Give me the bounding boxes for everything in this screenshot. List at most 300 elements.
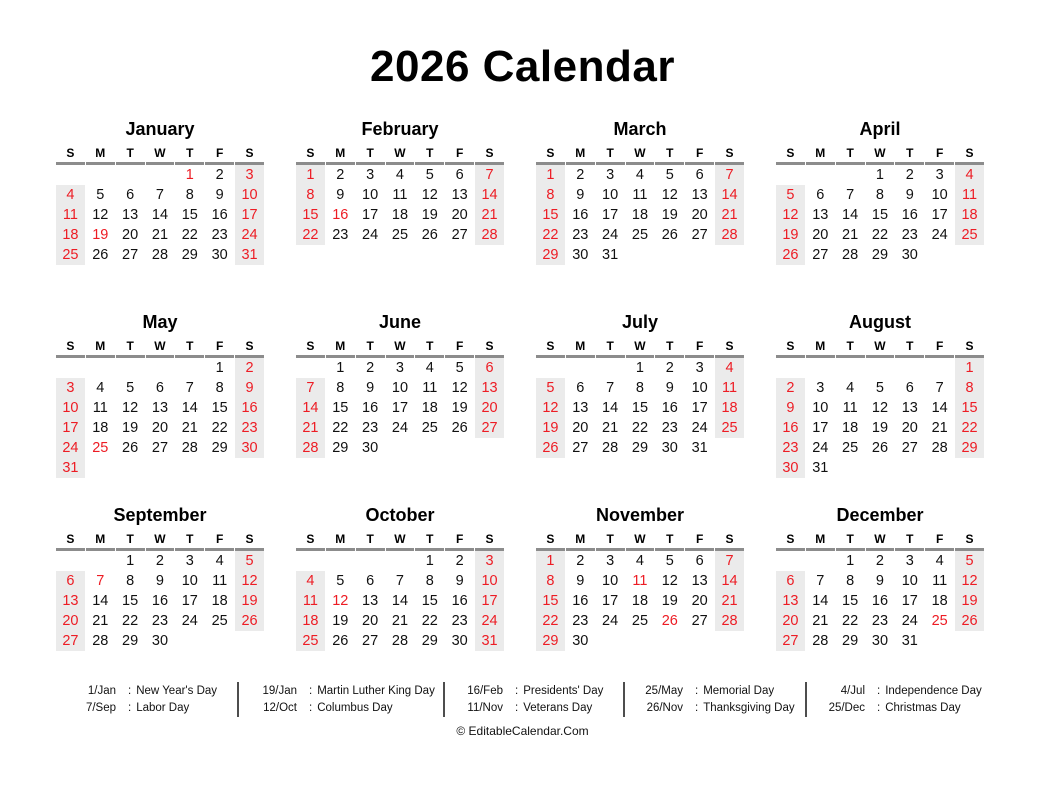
day-cell: 7 bbox=[846, 187, 855, 203]
day-cell: 8 bbox=[875, 187, 884, 203]
day-cell: 23 bbox=[776, 438, 805, 458]
day-cell: 7 bbox=[96, 573, 105, 589]
weekday-header: S bbox=[955, 337, 984, 358]
legend-date: 16/Feb bbox=[467, 685, 503, 697]
empty-cell bbox=[415, 438, 444, 458]
day-cell: 14 bbox=[92, 593, 109, 609]
day-cell: 10 bbox=[901, 573, 918, 589]
day-cell: 28 bbox=[475, 225, 504, 245]
weekday-header: F bbox=[205, 530, 234, 551]
day-cell: 8 bbox=[846, 573, 855, 589]
month-march bbox=[535, 118, 745, 311]
day-cell: 21 bbox=[715, 591, 744, 611]
day-cell: 3 bbox=[695, 360, 704, 376]
weekday-header: T bbox=[116, 144, 145, 165]
day-cell: 22 bbox=[536, 611, 565, 631]
day-cell: 13 bbox=[151, 400, 169, 416]
weekday-header: W bbox=[146, 144, 175, 165]
day-cell: 15 bbox=[332, 400, 349, 416]
day-cell: 30 bbox=[572, 633, 589, 649]
day-cell: 16 bbox=[871, 593, 889, 609]
day-cell: 6 bbox=[455, 167, 464, 183]
month-title: November bbox=[595, 505, 685, 525]
day-cell: 16 bbox=[151, 593, 169, 609]
legend-holiday-name: Independence Day bbox=[885, 685, 982, 697]
month-title: February bbox=[361, 119, 439, 139]
day-cell: 27 bbox=[691, 613, 708, 629]
weekday-header: T bbox=[415, 337, 444, 358]
day-cell: 5 bbox=[235, 551, 264, 571]
empty-cell bbox=[626, 631, 655, 651]
weekday-header: M bbox=[806, 337, 835, 358]
day-cell: 21 bbox=[475, 205, 504, 225]
weekday-header: S bbox=[955, 144, 984, 165]
empty-cell bbox=[836, 458, 865, 478]
day-cell: 20 bbox=[691, 207, 708, 223]
empty-cell bbox=[296, 551, 325, 571]
day-cell: 9 bbox=[776, 398, 805, 418]
legend-date: 1/Jan bbox=[87, 685, 116, 697]
legend-separator: : bbox=[515, 685, 519, 697]
empty-cell bbox=[235, 458, 264, 478]
day-cell: 14 bbox=[842, 207, 859, 223]
legend-date: 26/Nov bbox=[646, 701, 683, 714]
day-cell: 4 bbox=[635, 167, 644, 183]
empty-cell bbox=[836, 358, 865, 378]
day-cell: 22 bbox=[211, 420, 228, 436]
month-table bbox=[295, 337, 505, 458]
weekday-header: S bbox=[715, 337, 744, 358]
weekday-header: W bbox=[866, 530, 895, 551]
weekday-header: S bbox=[536, 337, 565, 358]
day-cell: 27 bbox=[901, 440, 918, 456]
day-cell: 23 bbox=[661, 420, 678, 436]
legend-group bbox=[237, 682, 443, 717]
legend-item bbox=[58, 700, 237, 717]
day-cell: 13 bbox=[56, 591, 85, 611]
legend-date: 4/Jul bbox=[840, 685, 865, 697]
day-cell: 29 bbox=[842, 633, 859, 649]
day-cell: 8 bbox=[955, 378, 984, 398]
day-cell: 22 bbox=[421, 613, 438, 629]
day-cell: 20 bbox=[56, 611, 85, 631]
day-cell: 2 bbox=[235, 358, 264, 378]
day-cell: 4 bbox=[296, 571, 325, 591]
day-cell: 14 bbox=[715, 185, 744, 205]
day-cell: 23 bbox=[235, 418, 264, 438]
day-cell: 15 bbox=[536, 591, 565, 611]
legend-separator: : bbox=[128, 701, 132, 714]
day-cell: 10 bbox=[931, 187, 948, 203]
weekday-header: S bbox=[475, 530, 504, 551]
day-cell: 31 bbox=[235, 245, 264, 265]
legend-date: 11/Nov bbox=[467, 701, 503, 714]
day-cell: 12 bbox=[235, 571, 264, 591]
day-cell: 8 bbox=[215, 380, 224, 396]
day-cell: 19 bbox=[536, 418, 565, 438]
day-cell: 17 bbox=[235, 205, 264, 225]
day-cell: 9 bbox=[875, 573, 884, 589]
day-cell: 9 bbox=[155, 573, 164, 589]
day-cell: 15 bbox=[955, 398, 984, 418]
day-cell: 18 bbox=[715, 398, 744, 418]
weekday-header: T bbox=[895, 144, 924, 165]
empty-cell bbox=[596, 631, 625, 651]
weekday-header: W bbox=[146, 337, 175, 358]
day-cell: 21 bbox=[296, 418, 325, 438]
day-cell: 29 bbox=[122, 633, 139, 649]
legend-separator: : bbox=[695, 685, 699, 697]
month-title: December bbox=[836, 505, 924, 525]
weekday-header: M bbox=[326, 337, 355, 358]
weekday-header: S bbox=[475, 144, 504, 165]
day-cell: 15 bbox=[421, 593, 438, 609]
month-table bbox=[55, 530, 265, 651]
empty-cell bbox=[866, 358, 895, 378]
empty-cell bbox=[86, 358, 115, 378]
empty-cell bbox=[175, 458, 204, 478]
day-cell: 15 bbox=[122, 593, 139, 609]
day-cell: 11 bbox=[296, 591, 325, 611]
day-cell: 19 bbox=[661, 593, 678, 609]
empty-cell bbox=[715, 631, 744, 651]
day-cell: 22 bbox=[955, 418, 984, 438]
weekday-header: S bbox=[296, 530, 325, 551]
empty-cell bbox=[925, 631, 954, 651]
day-cell: 26 bbox=[871, 440, 889, 456]
day-cell: 12 bbox=[776, 205, 805, 225]
day-cell: 22 bbox=[296, 225, 325, 245]
day-cell: 30 bbox=[235, 438, 264, 458]
day-cell: 23 bbox=[151, 613, 169, 629]
day-cell: 20 bbox=[475, 398, 504, 418]
day-cell: 16 bbox=[332, 207, 349, 223]
empty-cell bbox=[326, 551, 355, 571]
weekday-header: T bbox=[356, 337, 385, 358]
weekday-header: M bbox=[566, 337, 595, 358]
month-june bbox=[295, 311, 505, 504]
day-cell: 30 bbox=[211, 247, 228, 263]
day-cell: 14 bbox=[391, 593, 409, 609]
empty-cell bbox=[685, 631, 714, 651]
legend-item bbox=[239, 700, 443, 717]
legend-item bbox=[625, 683, 805, 700]
empty-cell bbox=[566, 358, 595, 378]
empty-cell bbox=[925, 458, 954, 478]
weekday-header: F bbox=[685, 337, 714, 358]
day-cell: 29 bbox=[421, 633, 438, 649]
day-cell: 9 bbox=[235, 378, 264, 398]
day-cell: 2 bbox=[576, 553, 585, 569]
day-cell: 24 bbox=[691, 420, 708, 436]
day-cell: 28 bbox=[151, 247, 169, 263]
legend-date: 19/Jan bbox=[262, 685, 297, 697]
day-cell: 17 bbox=[181, 593, 198, 609]
day-cell: 3 bbox=[56, 378, 85, 398]
day-cell: 12 bbox=[421, 187, 438, 203]
weekday-header: T bbox=[895, 530, 924, 551]
day-cell: 19 bbox=[776, 225, 805, 245]
day-cell: 26 bbox=[235, 611, 264, 631]
day-cell: 5 bbox=[126, 380, 135, 396]
day-cell: 30 bbox=[151, 633, 169, 649]
weekday-header: W bbox=[866, 337, 895, 358]
day-cell: 8 bbox=[126, 573, 135, 589]
legend-separator: : bbox=[877, 701, 881, 714]
empty-cell bbox=[806, 551, 835, 571]
weekday-header: F bbox=[205, 337, 234, 358]
day-cell: 24 bbox=[602, 613, 619, 629]
day-cell: 27 bbox=[122, 247, 139, 263]
day-cell: 20 bbox=[572, 420, 589, 436]
day-cell: 11 bbox=[422, 380, 438, 396]
day-cell: 23 bbox=[572, 613, 589, 629]
day-cell: 23 bbox=[211, 227, 228, 243]
day-cell: 25 bbox=[715, 418, 744, 438]
weekday-header: F bbox=[925, 530, 954, 551]
day-cell: 6 bbox=[905, 380, 914, 396]
day-cell: 21 bbox=[181, 420, 198, 436]
day-cell: 9 bbox=[576, 187, 585, 203]
legend-holiday-name: New Year's Day bbox=[136, 685, 218, 697]
day-cell: 16 bbox=[235, 398, 264, 418]
empty-cell bbox=[116, 165, 145, 185]
day-cell: 12 bbox=[451, 380, 468, 396]
month-december bbox=[775, 504, 985, 697]
day-cell: 1 bbox=[215, 360, 224, 376]
day-cell: 29 bbox=[332, 440, 349, 456]
empty-cell bbox=[776, 358, 805, 378]
day-cell: 7 bbox=[935, 380, 944, 396]
day-cell: 6 bbox=[475, 358, 504, 378]
day-cell: 24 bbox=[56, 438, 85, 458]
day-cell: 29 bbox=[955, 438, 984, 458]
day-cell: 1 bbox=[635, 360, 644, 376]
day-cell: 24 bbox=[901, 613, 918, 629]
day-cell: 30 bbox=[451, 633, 468, 649]
day-cell: 13 bbox=[122, 207, 139, 223]
day-cell: 2 bbox=[875, 553, 884, 569]
day-cell: 27 bbox=[691, 227, 708, 243]
day-cell: 30 bbox=[901, 247, 918, 263]
day-cell: 13 bbox=[776, 591, 805, 611]
day-cell: 16 bbox=[362, 400, 379, 416]
day-cell: 28 bbox=[602, 440, 619, 456]
day-cell: 27 bbox=[776, 631, 805, 651]
day-cell: 30 bbox=[572, 247, 589, 263]
day-cell: 10 bbox=[235, 185, 264, 205]
day-cell: 18 bbox=[631, 207, 649, 223]
empty-cell bbox=[955, 631, 984, 651]
day-cell: 9 bbox=[665, 380, 674, 396]
legend-separator: : bbox=[309, 701, 313, 714]
day-cell: 1 bbox=[296, 165, 325, 185]
day-cell: 9 bbox=[336, 187, 345, 203]
weekday-header: W bbox=[626, 530, 655, 551]
day-cell: 2 bbox=[366, 360, 375, 376]
day-cell: 24 bbox=[812, 440, 829, 456]
day-cell: 12 bbox=[332, 593, 349, 609]
day-cell: 7 bbox=[715, 165, 744, 185]
day-cell: 25 bbox=[955, 225, 984, 245]
weekday-header: F bbox=[205, 144, 234, 165]
day-cell: 26 bbox=[92, 247, 109, 263]
day-cell: 2 bbox=[215, 167, 224, 183]
day-cell: 29 bbox=[536, 245, 565, 265]
day-cell: 23 bbox=[332, 227, 349, 243]
day-cell: 3 bbox=[935, 167, 944, 183]
day-cell: 8 bbox=[185, 187, 194, 203]
empty-cell bbox=[386, 551, 415, 571]
month-title: October bbox=[365, 505, 435, 525]
weekday-header: F bbox=[685, 144, 714, 165]
legend-item bbox=[807, 683, 985, 700]
weekday-header: T bbox=[356, 530, 385, 551]
legend-separator: : bbox=[695, 701, 699, 714]
weekday-header: F bbox=[925, 337, 954, 358]
day-cell: 12 bbox=[536, 398, 565, 418]
day-cell: 18 bbox=[631, 593, 649, 609]
day-cell: 18 bbox=[421, 400, 438, 416]
day-cell: 6 bbox=[695, 167, 704, 183]
day-cell: 20 bbox=[691, 593, 708, 609]
weekday-header: M bbox=[86, 144, 115, 165]
day-cell: 25 bbox=[421, 420, 438, 436]
day-cell: 7 bbox=[296, 378, 325, 398]
empty-cell bbox=[116, 458, 145, 478]
day-cell: 2 bbox=[576, 167, 585, 183]
empty-cell bbox=[895, 458, 924, 478]
day-cell: 13 bbox=[475, 378, 504, 398]
weekday-header: S bbox=[475, 337, 504, 358]
empty-cell bbox=[356, 551, 385, 571]
day-cell: 9 bbox=[366, 380, 375, 396]
legend-holiday-name: Labor Day bbox=[136, 701, 190, 714]
day-cell: 23 bbox=[451, 613, 468, 629]
day-cell: 22 bbox=[332, 420, 349, 436]
day-cell: 17 bbox=[931, 207, 948, 223]
day-cell: 25 bbox=[631, 613, 649, 629]
legend-item bbox=[445, 700, 623, 717]
weekday-header: T bbox=[655, 337, 684, 358]
day-cell: 12 bbox=[661, 187, 678, 203]
day-cell: 24 bbox=[235, 225, 264, 245]
weekday-header: M bbox=[86, 530, 115, 551]
day-cell: 26 bbox=[332, 633, 349, 649]
weekday-header: T bbox=[895, 337, 924, 358]
day-cell: 6 bbox=[576, 380, 585, 396]
weekday-header: T bbox=[415, 530, 444, 551]
day-cell: 7 bbox=[816, 573, 825, 589]
weekday-header: T bbox=[175, 530, 204, 551]
month-september bbox=[55, 504, 265, 697]
weekday-header: W bbox=[866, 144, 895, 165]
day-cell: 3 bbox=[606, 167, 615, 183]
day-cell: 15 bbox=[631, 400, 649, 416]
day-cell: 2 bbox=[905, 167, 914, 183]
weekday-header: T bbox=[596, 337, 625, 358]
legend-item bbox=[239, 683, 443, 700]
day-cell: 10 bbox=[691, 380, 708, 396]
day-cell: 2 bbox=[336, 167, 345, 183]
month-title: May bbox=[142, 312, 178, 332]
legend-separator: : bbox=[309, 685, 313, 697]
empty-cell bbox=[56, 165, 85, 185]
month-table bbox=[775, 337, 985, 478]
weekday-header: S bbox=[776, 337, 805, 358]
day-cell: 23 bbox=[572, 227, 589, 243]
day-cell: 9 bbox=[455, 573, 464, 589]
weekday-header: M bbox=[566, 144, 595, 165]
day-cell: 14 bbox=[151, 207, 169, 223]
day-cell: 14 bbox=[181, 400, 198, 416]
weekday-header: T bbox=[116, 530, 145, 551]
day-cell: 17 bbox=[56, 418, 85, 438]
day-cell: 22 bbox=[871, 227, 889, 243]
day-cell: 25 bbox=[391, 227, 409, 243]
day-cell: 25 bbox=[631, 227, 649, 243]
day-cell: 10 bbox=[391, 380, 409, 396]
day-cell: 22 bbox=[842, 613, 859, 629]
day-cell: 10 bbox=[56, 398, 85, 418]
month-title: January bbox=[125, 119, 195, 139]
weekday-header: F bbox=[445, 144, 474, 165]
empty-cell bbox=[175, 631, 204, 651]
day-cell: 14 bbox=[296, 398, 325, 418]
month-may bbox=[55, 311, 265, 504]
legend-holiday-name: Presidents' Day bbox=[523, 685, 604, 697]
day-cell: 25 bbox=[296, 631, 325, 651]
legend-date: 12/Oct bbox=[263, 701, 297, 714]
day-cell: 8 bbox=[536, 185, 565, 205]
weekday-header: S bbox=[56, 530, 85, 551]
day-cell: 16 bbox=[211, 207, 228, 223]
day-cell: 28 bbox=[92, 633, 109, 649]
day-cell: 3 bbox=[235, 165, 264, 185]
weekday-header: T bbox=[655, 144, 684, 165]
day-cell: 26 bbox=[122, 440, 139, 456]
weekday-header: T bbox=[116, 337, 145, 358]
empty-cell bbox=[175, 358, 204, 378]
month-table bbox=[295, 530, 505, 651]
weekday-header: T bbox=[836, 144, 865, 165]
day-cell: 5 bbox=[96, 187, 105, 203]
empty-cell bbox=[146, 358, 175, 378]
day-cell: 8 bbox=[536, 571, 565, 591]
day-cell: 16 bbox=[451, 593, 468, 609]
day-cell: 22 bbox=[631, 420, 649, 436]
weekday-header: T bbox=[175, 144, 204, 165]
day-cell: 31 bbox=[812, 460, 829, 476]
day-cell: 23 bbox=[901, 227, 918, 243]
month-april bbox=[775, 118, 985, 311]
day-cell: 30 bbox=[362, 440, 379, 456]
day-cell: 28 bbox=[296, 438, 325, 458]
weekday-header: S bbox=[715, 144, 744, 165]
day-cell: 3 bbox=[905, 553, 914, 569]
empty-cell bbox=[205, 631, 234, 651]
day-cell: 14 bbox=[475, 185, 504, 205]
day-cell: 10 bbox=[181, 573, 198, 589]
day-cell: 26 bbox=[661, 613, 678, 629]
empty-cell bbox=[895, 358, 924, 378]
empty-cell bbox=[146, 458, 175, 478]
day-cell: 11 bbox=[715, 378, 744, 398]
day-cell: 5 bbox=[776, 185, 805, 205]
day-cell: 8 bbox=[425, 573, 434, 589]
day-cell: 9 bbox=[215, 187, 224, 203]
day-cell: 26 bbox=[955, 611, 984, 631]
